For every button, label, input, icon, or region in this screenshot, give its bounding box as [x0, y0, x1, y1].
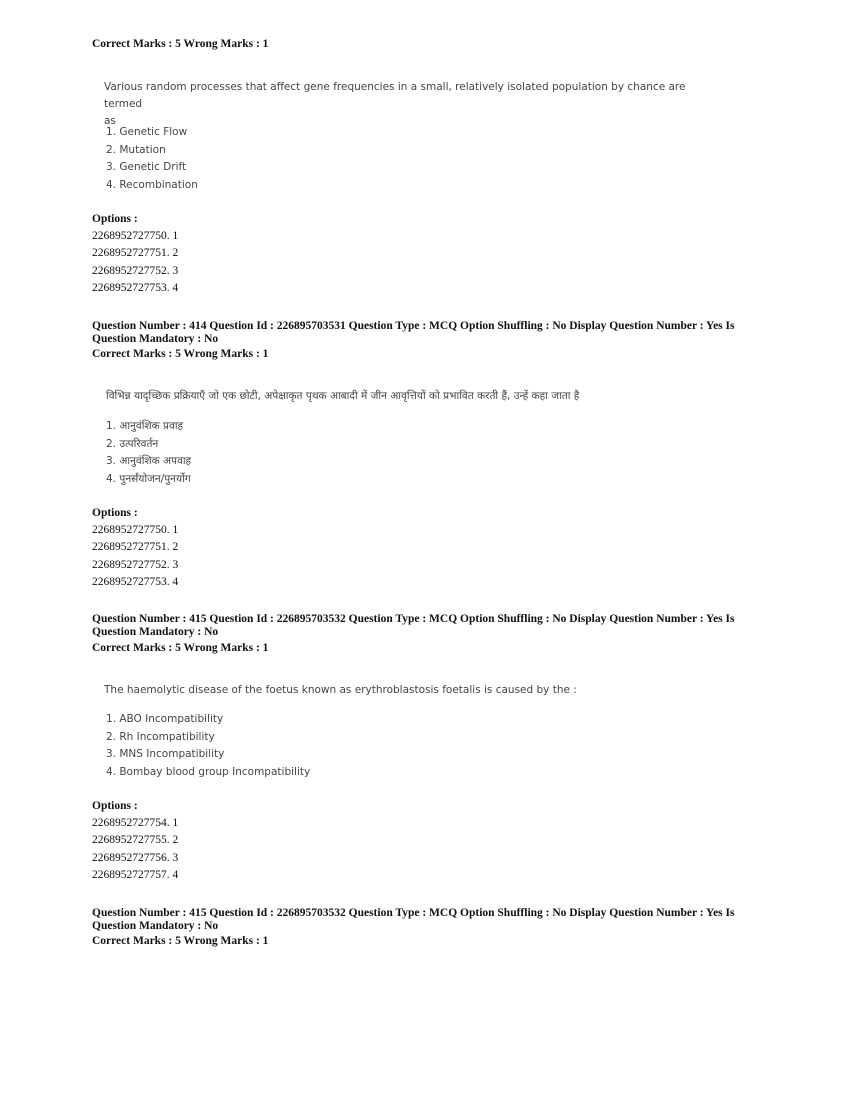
choice-item: 1. ABO Incompatibility — [106, 713, 224, 725]
options-list — [92, 228, 178, 297]
option-item: 2268952727754. 1 — [92, 817, 179, 829]
option-item: 2268952727752. 3 — [92, 558, 179, 571]
question-header-line: Question Mandatory : No — [92, 626, 219, 638]
choice-item: 3. Genetic Drift — [106, 161, 187, 173]
options-list — [92, 522, 178, 591]
question-header-line: Question Mandatory : No — [92, 333, 219, 345]
choice-list — [106, 124, 198, 194]
option-item: 2268952727751. 2 — [92, 541, 179, 554]
option-item: 2268952727755. 2 — [92, 834, 179, 847]
question-text-line: as — [104, 115, 116, 127]
choice-item: 1. Genetic Flow — [106, 126, 188, 138]
question-header-line: Question Mandatory : No — [92, 920, 219, 932]
option-item: 2268952727753. 4 — [92, 281, 179, 294]
question-header-line: Question Number : 415 Question Id : 226895703532 Question Type : MCQ Option Shuffling : No Display Question Number : Yes Is — [92, 907, 735, 919]
marks-line: Correct Marks : 5 Wrong Marks : 1 — [92, 935, 269, 947]
question-header — [92, 907, 772, 933]
question-header-line: Question Number : 415 Question Id : 226895703532 Question Type : MCQ Option Shuffling : No Display Question Number : Yes Is — [92, 613, 735, 625]
question-header — [92, 320, 772, 346]
choice-item: 4. Recombination — [106, 178, 198, 191]
question-text: विभिन्न यादृच्छिक प्रक्रियाएँ जो एक छोटी, अपेक्षाकृत पृथक आबादी में जीन आवृत्तियों को प्रभावित करती हैं, उन्हें कहा जाता है — [106, 390, 580, 402]
options-label: Options : — [92, 213, 138, 225]
option-item: 2268952727757. 4 — [92, 868, 179, 881]
options-list — [92, 815, 178, 884]
question-header — [92, 613, 772, 639]
option-item: 2268952727752. 3 — [92, 264, 179, 277]
options-label: Options : — [92, 800, 138, 812]
option-item: 2268952727753. 4 — [92, 575, 179, 588]
marks-line: Correct Marks : 5 Wrong Marks : 1 — [92, 348, 269, 360]
question-text-line: Various random processes that affect gene frequencies in a small, relatively isolated population by chance are termed — [104, 81, 686, 110]
choice-item: 4. Bombay blood group Incompatibility — [106, 765, 311, 778]
choice-item: 3. आनुवंशिक अपवाह — [106, 455, 192, 467]
choice-item: 2. Mutation — [106, 143, 166, 156]
question-header-line: Question Number : 414 Question Id : 226895703531 Question Type : MCQ Option Shuffling : No Display Question Number : Yes Is — [92, 320, 735, 332]
choice-item: 2. Rh Incompatibility — [106, 730, 215, 743]
options-label: Options : — [92, 507, 138, 519]
option-item: 2268952727750. 1 — [92, 524, 179, 536]
option-item: 2268952727756. 3 — [92, 851, 179, 864]
marks-line: Correct Marks : 5 Wrong Marks : 1 — [92, 38, 269, 50]
question-text: The haemolytic disease of the foetus known as erythroblastosis foetalis is caused by the : — [104, 684, 577, 696]
choice-item: 3. MNS Incompatibility — [106, 748, 225, 760]
choice-item: 2. उत्परिवर्तन — [106, 437, 159, 450]
marks-line: Correct Marks : 5 Wrong Marks : 1 — [92, 642, 269, 654]
choice-item: 4. पुनर्संयोजन/पुनर्योग — [106, 472, 191, 485]
choice-item: 1. आनुवंशिक प्रवाह — [106, 420, 184, 432]
option-item: 2268952727751. 2 — [92, 247, 179, 260]
option-item: 2268952727750. 1 — [92, 230, 179, 242]
question-text — [104, 79, 724, 130]
choice-list — [106, 418, 191, 488]
choice-list — [106, 711, 310, 781]
